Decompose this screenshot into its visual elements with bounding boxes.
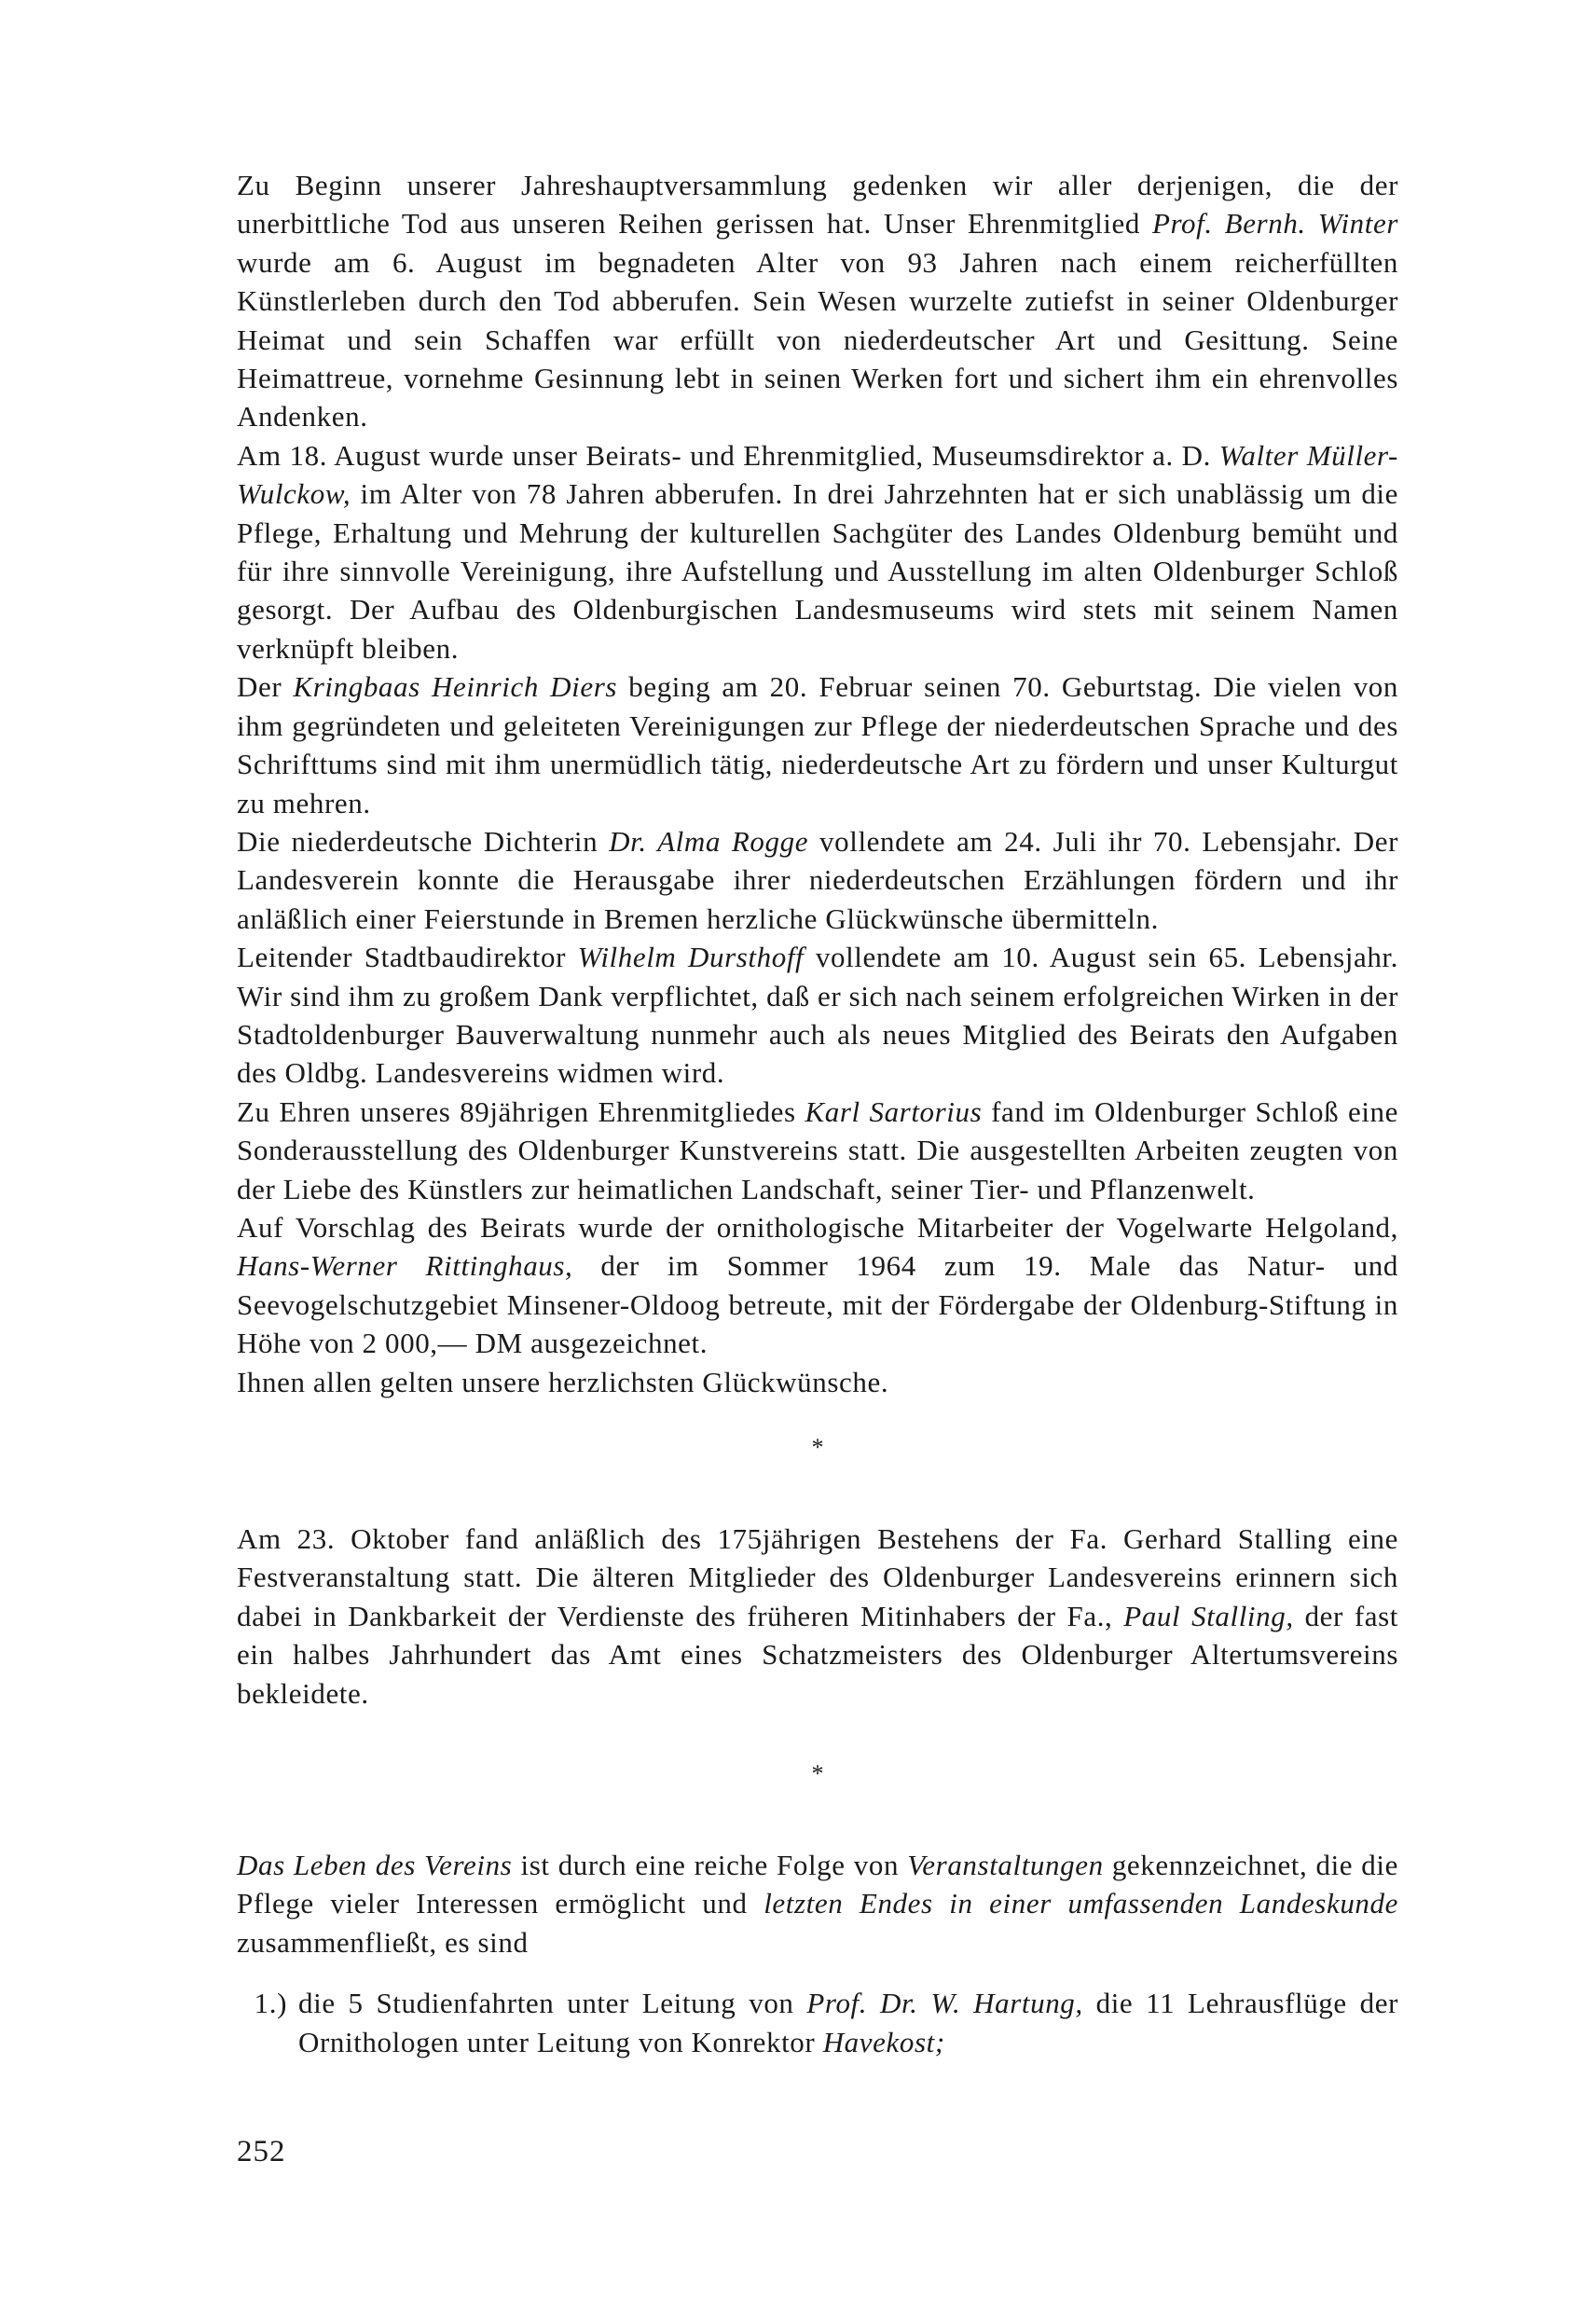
text-span: beging am 20. Februar seinen 70. Geburtstag. Die vielen von ihm gegründeten und geleiteten Vereinigungen zur Pflege der niederdeutschen Sprache und des Schrifttums sind mit ihm unermüdlich tätig, niederdeutsche Art zu fördern und unser Kulturgut zu mehren.	[237, 670, 1399, 819]
page-number: 252	[237, 2135, 286, 2168]
text-span: der fast ein halbes Jahrhundert das Amt eines Schatzmeisters des Oldenburger Altertumsvereins bekleidete.	[237, 1599, 1398, 1710]
person-name: Kringbaas Heinrich Diers	[293, 670, 618, 704]
text-span: die 5 Studienfahrten unter Leitung von	[298, 1987, 807, 2020]
person-name: Prof. Bernh. Winter	[1151, 207, 1398, 241]
text-span: Am 18. August wurde unser Beirats- und Ehrenmitglied, Museumsdirektor a. D.	[237, 438, 1219, 472]
text-span: Der	[237, 670, 294, 704]
text-span: Auf Vorschlag des Beirats wurde der ornithologische Mitarbeiter der Vogelwarte Helgoland,	[237, 1210, 1398, 1244]
paragraph-rogge	[237, 822, 1398, 938]
list-number: 1.)	[254, 1987, 287, 2020]
text-span: wurde am 6. August im begnadeten Alter von 93 Jahren nach einem reicherfüllten Künstlerleben durch den Tod abberufen. Sein Wesen wurzelte zutiefst in seiner Oldenburger Heimat und sein Schaffen war erfüllt von niederdeutscher Art und Gesittung. Seine Heimattreue, vornehme Gesinnung lebt in seinen Werken fort und sichert ihm ein ehrenvolles Andenken.	[237, 245, 1398, 434]
text-span: im Alter von 78 Jahren abberufen. In drei Jahrzehnten hat er sich unablässig um die Pflege, Erhaltung und Mehrung der kulturellen Sachgüter des Landes Oldenburg bemüht und für ihre sinnvolle Vereinigung, ihre Aufstellung und Ausstellung im alten Oldenburger Schloß gesorgt. Der Aufbau des Oldenburgischen Landesmuseums wird stets mit seinem Namen verknüpft bleiben.	[237, 477, 1398, 665]
person-name: Paul Stalling,	[1123, 1599, 1294, 1632]
person-name: Karl Sartorius	[805, 1094, 983, 1128]
paragraph-sartorius	[237, 1093, 1398, 1208]
text-span: Zu Beginn unserer Jahreshauptversammlung gedenken wir aller derjenigen, die der unerbittliche Tod aus unseren Reihen gerissen hat. Unser Ehrenmitglied	[237, 169, 1398, 241]
text-span: Am 23. Oktober fand anläßlich des 175jährigen Bestehens der Fa. Gerhard Stalling eine Festveranstaltung statt. Die älteren Mitglieder des Oldenburger Landesvereins erinnern sich dabei in Dankbarkeit der Verdienste des früheren Mitinhabers der Fa.,	[237, 1522, 1398, 1632]
list-item	[237, 1984, 1398, 2061]
body-text	[237, 166, 1398, 2061]
text-span: zusammenfließt, es sind	[237, 1925, 529, 1959]
paragraph-rittinghaus	[237, 1208, 1398, 1363]
paragraph-mueller-wulckow	[237, 436, 1398, 667]
emphasis-text: Das Leben des Vereins	[237, 1849, 513, 1882]
emphasis-text: letzten Endes in einer umfassenden Landeskunde	[764, 1887, 1398, 1920]
text-span: der im Sommer 1964 zum 19. Male das Natur- und Seevogelschutzgebiet Minsener-Oldoog betreute, mit der Fördergabe der Oldenburg-Stiftung in Höhe von 2 000,— DM ausgezeichnet.	[237, 1249, 1399, 1360]
paragraph-congratulations	[237, 1363, 1398, 1401]
person-name: Dr. Alma Rogge	[609, 824, 809, 858]
person-name: Walter Müller-Wulckow,	[237, 438, 1398, 511]
text-span: fand im Oldenburger Schloß eine Sonderausstellung des Oldenburger Kunstvereins statt. Die ausgestellten Arbeiten zeugten von der Liebe des Künstlers zur heimatlichen Landschaft, seiner Tier- und Pflanzenwelt.	[237, 1094, 1399, 1205]
person-name: Prof. Dr. W. Hartung,	[806, 1987, 1083, 2020]
text-span: vollendete am 10. August sein 65. Lebensjahr. Wir sind ihm zu großem Dank verpflichtet, daß er sich nach seinem erfolgreichen Wirken in der Stadtoldenburger Bauverwaltung nunmehr auch als neues Mitglied des Beirats den Aufgaben des Oldbg. Landesvereins widmen wird.	[237, 941, 1398, 1090]
text-span: Ihnen allen gelten unsere herzlichsten Glückwünsche.	[237, 1365, 889, 1398]
paragraph-stalling	[237, 1520, 1398, 1713]
text-span: vollendete am 24. Juli ihr 70. Lebensjahr. Der Landesverein konnte die Herausgabe ihrer niederdeutschen Erzählungen fördern und ihr anläßlich einer Feierstunde in Bremen herzliche Glückwünsche übermitteln.	[237, 824, 1398, 935]
person-name: Havekost;	[822, 2025, 945, 2058]
person-name: Wilhelm Dursthoff	[577, 941, 805, 974]
paragraph-vereinsleben	[237, 1846, 1398, 1961]
text-span: Die niederdeutsche Dichterin	[237, 824, 610, 858]
section-separator: *	[811, 1434, 824, 1461]
text-span: ist durch eine reiche Folge von	[512, 1849, 908, 1882]
section-separator: *	[811, 1760, 824, 1788]
text-span: Zu Ehren unseres 89jährigen Ehrenmitgliedes	[237, 1094, 805, 1128]
paragraph-winter	[237, 166, 1398, 436]
paragraph-dursthoff	[237, 938, 1398, 1093]
person-name: Hans-Werner Rittinghaus,	[237, 1249, 573, 1283]
text-span: gekennzeichnet, die die Pflege vieler Interessen ermöglicht und	[237, 1849, 1398, 1920]
emphasis-text: Veranstaltungen	[907, 1849, 1104, 1882]
text-span: die 11 Lehrausflüge der Ornithologen unter Leitung von Konrektor	[298, 1987, 1398, 2058]
text-span: Leitender Stadtbaudirektor	[237, 941, 578, 974]
paragraph-diers	[237, 667, 1398, 822]
